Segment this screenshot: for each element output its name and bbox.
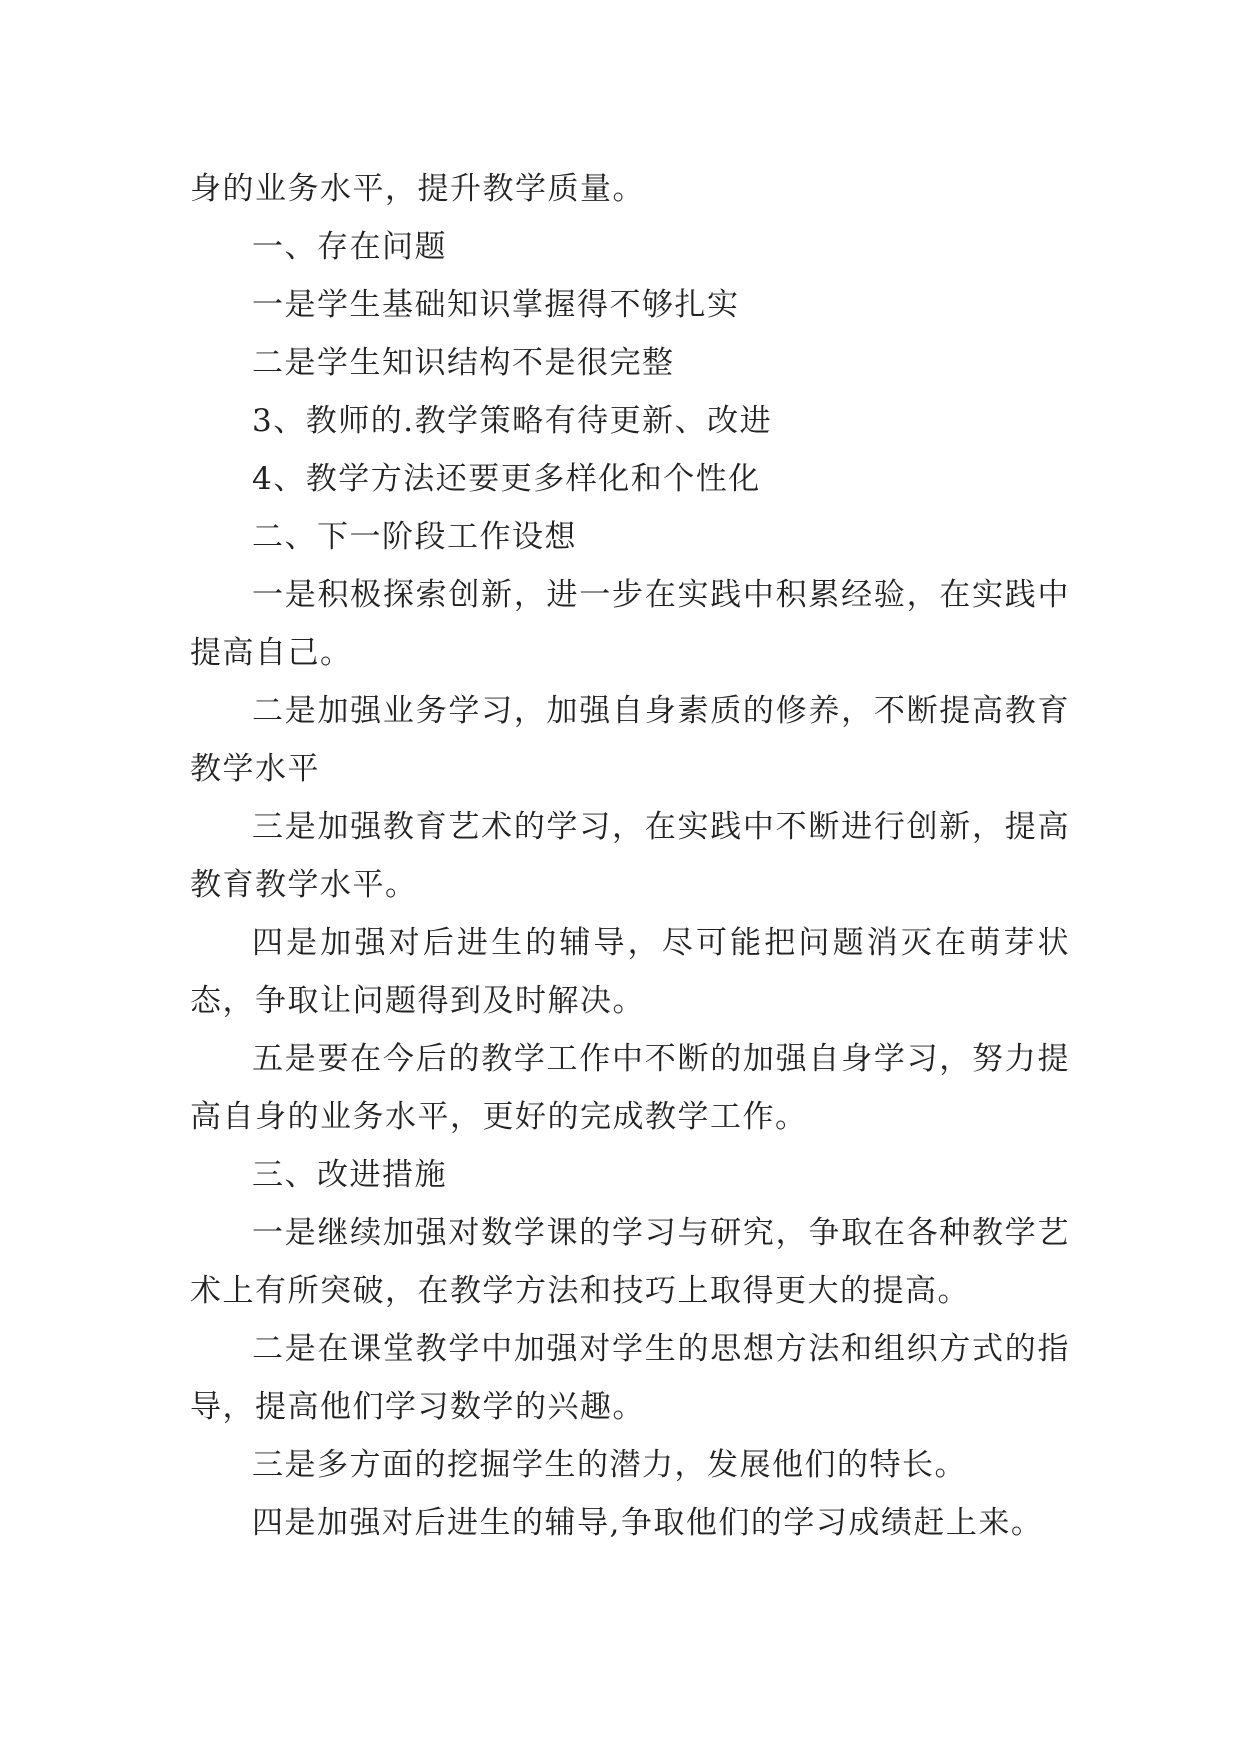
measure-item-4: 四是加强对后进生的辅导,争取他们的学习成绩赶上来。 (252, 1505, 1044, 1541)
document-body (190, 160, 1070, 1552)
problem-item-1: 一是学生基础知识掌握得不够扎实 (252, 287, 740, 323)
plan-item-4: 四是加强对后进生的辅导，尽可能把问题消灭在萌芽状态，争取让问题得到及时解决。 (190, 925, 1070, 1019)
section-heading-problems: 一、存在问题 (252, 229, 447, 265)
plan-item-2: 二是加强业务学习，加强自身素质的修养，不断提高教育教学水平 (190, 693, 1070, 787)
section-heading-plans: 二、下一阶段工作设想 (252, 519, 577, 555)
plan-item-3: 三是加强教育艺术的学习，在实践中不断进行创新，提高教育教学水平。 (190, 809, 1070, 903)
problem-item-3: 3、教师的.教学策略有待更新、改进 (252, 403, 773, 439)
plan-item-5: 五是要在今后的教学工作中不断的加强自身学习，努力提高自身的业务水平，更好的完成教学工作。 (190, 1041, 1070, 1135)
measure-item-3: 三是多方面的挖掘学生的潜力，发展他们的特长。 (252, 1447, 967, 1483)
plan-item-1: 一是积极探索创新，进一步在实践中积累经验，在实践中提高自己。 (190, 577, 1070, 671)
measure-item-2: 二是在课堂教学中加强对学生的思想方法和组织方式的指导，提高他们学习数学的兴趣。 (190, 1331, 1070, 1425)
measure-item-1: 一是继续加强对数学课的学习与研究，争取在各种教学艺术上有所突破，在教学方法和技巧上取得更大的提高。 (190, 1215, 1070, 1309)
section-heading-measures: 三、改进措施 (252, 1157, 447, 1193)
problem-item-2: 二是学生知识结构不是很完整 (252, 345, 675, 381)
problem-item-4: 4、教学方法还要更多样化和个性化 (252, 461, 761, 497)
paragraph-continuation: 身的业务水平，提升教学质量。 (190, 171, 645, 207)
